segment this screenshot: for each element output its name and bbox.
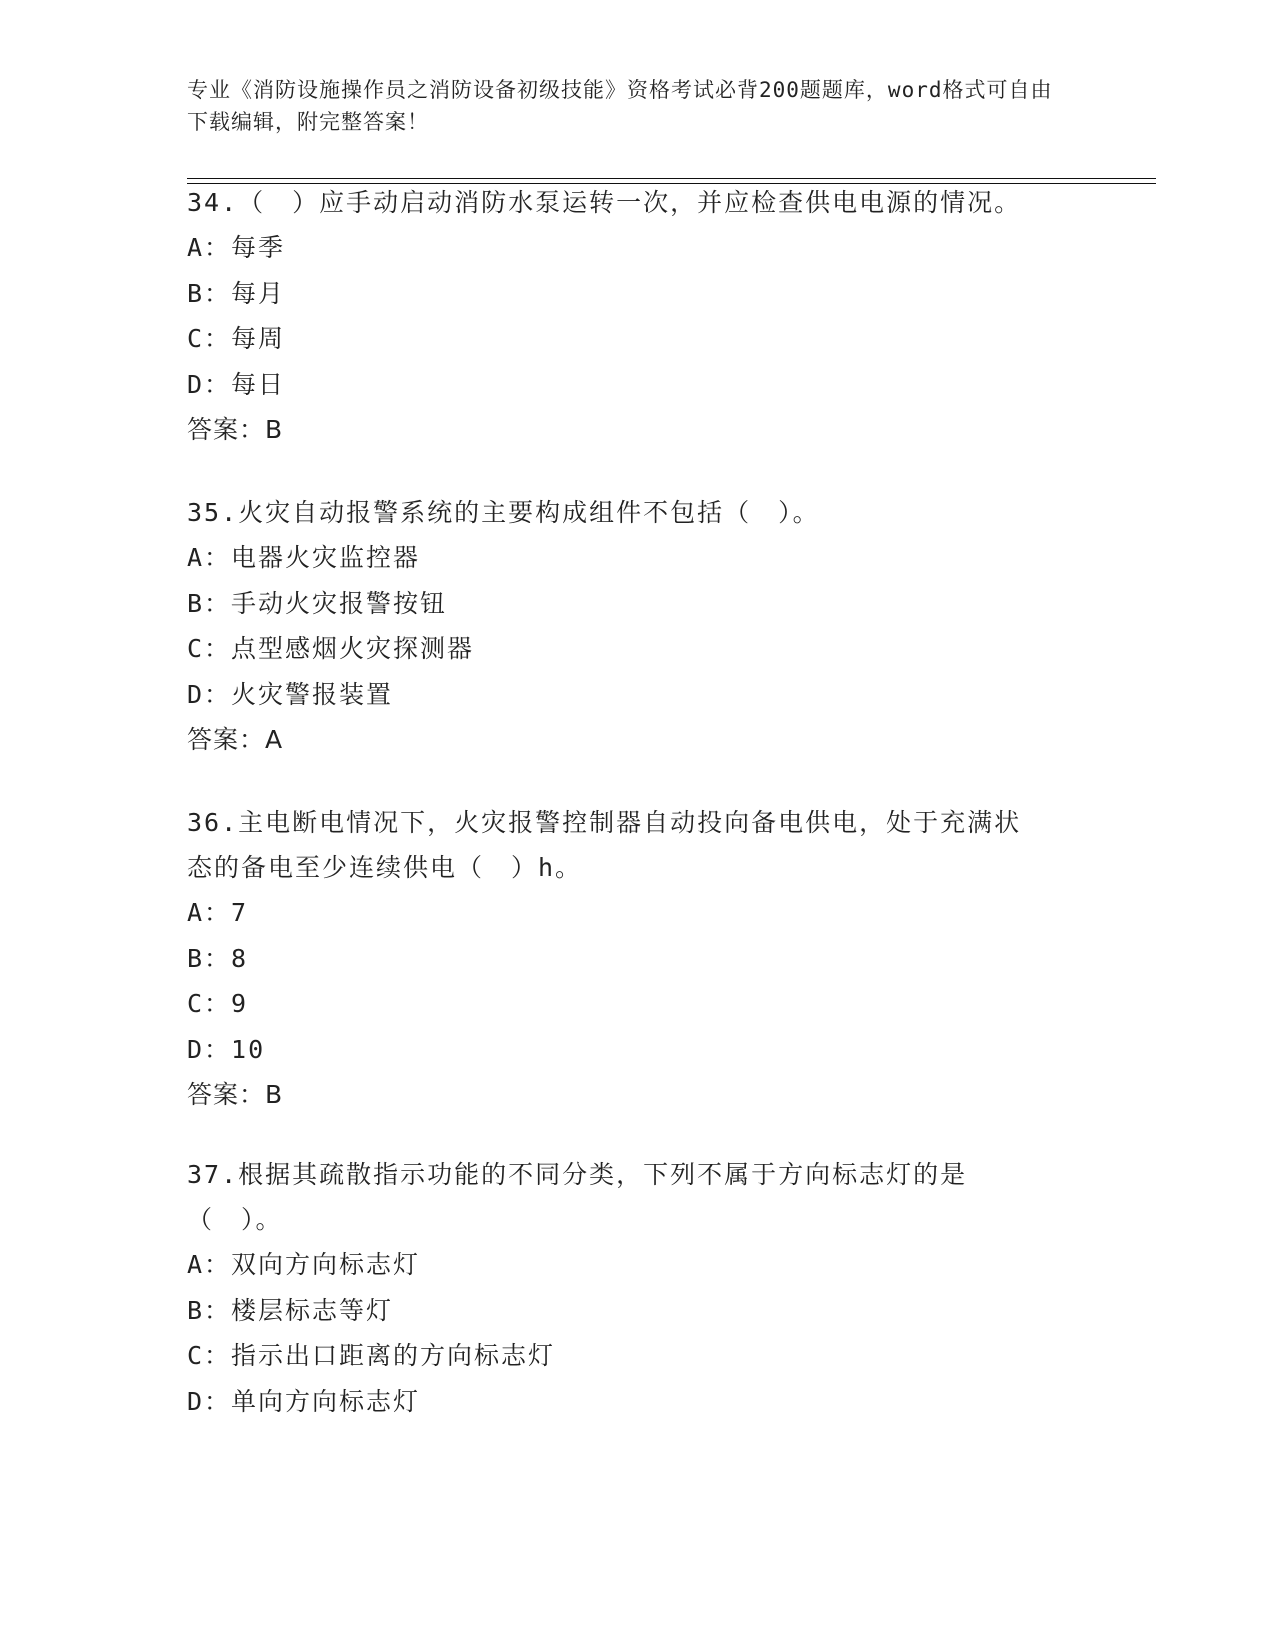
option-a: A：电器火灾监控器 xyxy=(187,543,421,572)
question-stem: 36.主电断电情况下，火灾报警控制器自动投向备电供电，处于充满状态的备电至少连续供电（ ）h。 xyxy=(187,808,1022,882)
question-34 xyxy=(187,180,1087,452)
option-c: C：指示出口距离的方向标志灯 xyxy=(187,1341,556,1370)
option-d: D：单向方向标志灯 xyxy=(187,1386,421,1416)
answer: 答案：B xyxy=(187,1080,284,1109)
option-d: D：每日 xyxy=(187,369,286,399)
option-a: A：7 xyxy=(187,898,249,927)
answer: 答案：A xyxy=(187,725,284,754)
option-a: A：双向方向标志灯 xyxy=(187,1250,421,1279)
question-stem: 34.（ ）应手动启动消防水泵运转一次，并应检查供电电源的情况。 xyxy=(187,188,1022,217)
option-b: B：每月 xyxy=(187,278,286,308)
option-d: D：10 xyxy=(187,1034,266,1064)
question-35 xyxy=(187,490,1087,762)
option-b: B：8 xyxy=(187,943,249,973)
question-36 xyxy=(187,800,1047,1117)
header-divider-top xyxy=(187,178,1156,179)
option-c: C：每周 xyxy=(187,324,286,353)
document-header: 专业《消防设施操作员之消防设备初级技能》资格考试必背200题题库，word格式可自由下载编辑，附完整答案！ xyxy=(187,78,1053,134)
question-stem: 35.火灾自动报警系统的主要构成组件不包括（ ）。 xyxy=(187,498,820,527)
option-a: A：每季 xyxy=(187,233,286,262)
question-37 xyxy=(187,1152,1027,1424)
option-b: B：楼层标志等灯 xyxy=(187,1295,394,1325)
answer: 答案：B xyxy=(187,415,284,444)
option-b: B：手动火灾报警按钮 xyxy=(187,588,448,618)
option-c: C：9 xyxy=(187,989,249,1018)
question-stem: 37.根据其疏散指示功能的不同分类，下列不属于方向标志灯的是（ ）。 xyxy=(187,1160,968,1234)
option-c: C：点型感烟火灾探测器 xyxy=(187,634,475,663)
option-d: D：火灾警报装置 xyxy=(187,679,394,709)
